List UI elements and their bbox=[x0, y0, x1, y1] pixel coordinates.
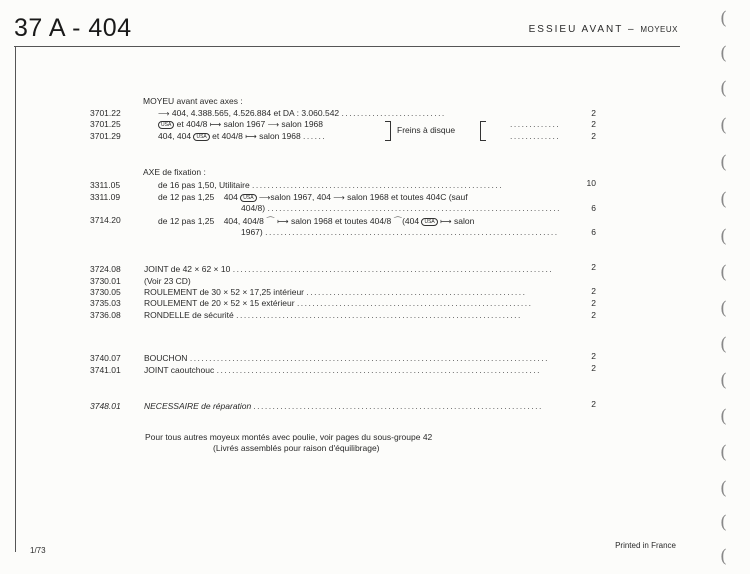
part-qty: 2 bbox=[591, 131, 596, 141]
part-desc: NECESSAIRE de réparation ........................................................................... bbox=[144, 401, 544, 411]
binder-ring-icon: ( bbox=[720, 478, 728, 499]
axe-heading: AXE de fixation : bbox=[143, 167, 206, 177]
arrow-icon: ⟼ bbox=[209, 120, 222, 129]
printed-in: Printed in France bbox=[615, 541, 676, 550]
part-ref: 3311.05 bbox=[90, 180, 121, 190]
part-ref: 3311.09 bbox=[90, 192, 121, 202]
part-qty: 2 bbox=[591, 363, 596, 373]
leader-dots: ............. bbox=[510, 131, 561, 141]
binder-ring-icon: ( bbox=[720, 442, 728, 463]
part-ref: 3701.29 bbox=[90, 131, 121, 141]
binder-ring-icon: ( bbox=[720, 334, 728, 355]
part-qty: 2 bbox=[591, 108, 596, 118]
part-ref: 3735.03 bbox=[90, 298, 121, 308]
subsection-name: MOYEUX bbox=[640, 25, 678, 34]
binder-ring-icon: ( bbox=[720, 298, 728, 319]
usa-badge: USA bbox=[158, 121, 174, 129]
page-code: 37 A - 404 bbox=[14, 14, 132, 42]
part-desc: ⟶ 404, 4.388.565, 4.526.884 et DA : 3.060.542 ........................... bbox=[158, 108, 446, 118]
binder-ring-icon: ( bbox=[720, 115, 728, 136]
part-desc: de 12 pas 1,25 404 USA ⟶salon 1967, 404 ⟶ salon 1968 et toutes 404C (sauf bbox=[158, 192, 468, 202]
binder-ring-icon: ( bbox=[720, 78, 728, 99]
part-qty: 2 bbox=[591, 119, 596, 129]
part-desc: BOUCHON ............................................................................................. bbox=[144, 353, 549, 363]
part-ref: 3730.05 bbox=[90, 287, 121, 297]
binder-ring-icon: ( bbox=[720, 512, 728, 533]
page-number: 1/73 bbox=[30, 546, 46, 555]
binder-ring-icon: ( bbox=[720, 152, 728, 173]
part-qty: 2 bbox=[591, 310, 596, 320]
arrow-icon: ⟶ bbox=[333, 193, 345, 202]
part-ref: 3741.01 bbox=[90, 365, 121, 375]
binder-ring-icon: ( bbox=[720, 370, 728, 391]
part-ref: 3740.07 bbox=[90, 353, 121, 363]
part-ref: 3748.01 bbox=[90, 401, 121, 411]
section-dash: – bbox=[627, 24, 636, 35]
leader-dots: ............. bbox=[510, 119, 561, 129]
section-title bbox=[529, 24, 678, 35]
part-ref: 3701.25 bbox=[90, 119, 121, 129]
arrow-icon: ⟶ bbox=[158, 109, 170, 118]
bracket-label: Freins à disque bbox=[397, 125, 456, 135]
part-desc: JOINT de 42 × 62 × 10 ................................................................................... bbox=[144, 264, 554, 274]
arrow-icon: ⟼ bbox=[277, 217, 289, 226]
usa-badge: USA bbox=[421, 218, 437, 226]
part-desc: ROULEMENT de 30 × 52 × 17,25 intérieur ......................................................... bbox=[144, 287, 527, 297]
usa-badge: USA bbox=[193, 133, 209, 141]
cabriolet-icon: ⌒ bbox=[393, 216, 403, 226]
section-name: ESSIEU AVANT bbox=[528, 24, 624, 35]
binder-ring-icon: ( bbox=[720, 262, 728, 283]
part-qty: 10 bbox=[586, 178, 596, 188]
part-ref: 3724.08 bbox=[90, 264, 121, 274]
note-line-1: Pour tous autres moyeux montés avec poulie, voir pages du sous-groupe 42 bbox=[145, 432, 433, 442]
left-rule bbox=[15, 47, 16, 552]
part-desc: de 12 pas 1,25 404, 404/8 ⌒ ⟼ salon 1968 et toutes 404/8 ⌒(404 USA ⟼ salon bbox=[158, 216, 475, 226]
part-desc-cont: 404/8) ............................................................................ bbox=[241, 203, 561, 213]
part-qty: 2 bbox=[591, 262, 596, 272]
part-qty: 2 bbox=[591, 399, 596, 409]
part-desc: USA et 404/8 ⟼ salon 1967 ⟶ salon 1968 bbox=[158, 119, 323, 129]
part-desc: JOINT caoutchouc .................................................................................... bbox=[144, 365, 541, 375]
part-desc-cont: 1967) ............................................................................ bbox=[241, 227, 559, 237]
part-ref: 3730.01 bbox=[90, 276, 121, 286]
part-qty: 6 bbox=[591, 227, 596, 237]
usa-badge: USA bbox=[240, 194, 256, 202]
part-qty: 2 bbox=[591, 351, 596, 361]
part-desc: ROULEMENT de 20 × 52 × 15 extérieur ............................................................. bbox=[144, 298, 533, 308]
part-qty: 2 bbox=[591, 298, 596, 308]
part-qty: 2 bbox=[591, 286, 596, 296]
arrow-icon: ⟼ bbox=[440, 217, 452, 226]
cabriolet-icon: ⌒ bbox=[266, 216, 275, 226]
arrow-icon: ⟶ bbox=[267, 120, 280, 129]
part-desc: de 16 pas 1,50, Utilitaire ................................................................. bbox=[158, 180, 504, 190]
binder-ring-icon: ( bbox=[720, 43, 728, 64]
moyeu-heading: MOYEU avant avec axes : bbox=[143, 96, 243, 106]
binder-ring-icon: ( bbox=[720, 8, 728, 29]
top-rule bbox=[14, 46, 680, 47]
part-ref: 3736.08 bbox=[90, 310, 121, 320]
binder-ring-icon: ( bbox=[720, 189, 728, 210]
note-line-2: (Livrés assemblés pour raison d'équilibrage) bbox=[213, 443, 380, 453]
arrow-icon: ⟼ bbox=[245, 132, 257, 141]
part-desc: 404, 404 USA et 404/8 ⟼ salon 1968 ...... bbox=[158, 131, 327, 141]
bracket-left bbox=[480, 121, 486, 141]
binder-ring-icon: ( bbox=[720, 546, 728, 567]
part-desc: RONDELLE de sécurité .......................................................................... bbox=[144, 310, 522, 320]
binder-ring-icon: ( bbox=[720, 226, 728, 247]
part-qty: 6 bbox=[591, 203, 596, 213]
part-ref: 3701.22 bbox=[90, 108, 121, 118]
arrow-icon: ⟶ bbox=[258, 193, 271, 202]
part-ref: 3714.20 bbox=[90, 215, 121, 225]
part-desc: (Voir 23 CD) bbox=[144, 276, 191, 286]
binder-ring-icon: ( bbox=[720, 406, 728, 427]
bracket-right bbox=[385, 121, 391, 141]
